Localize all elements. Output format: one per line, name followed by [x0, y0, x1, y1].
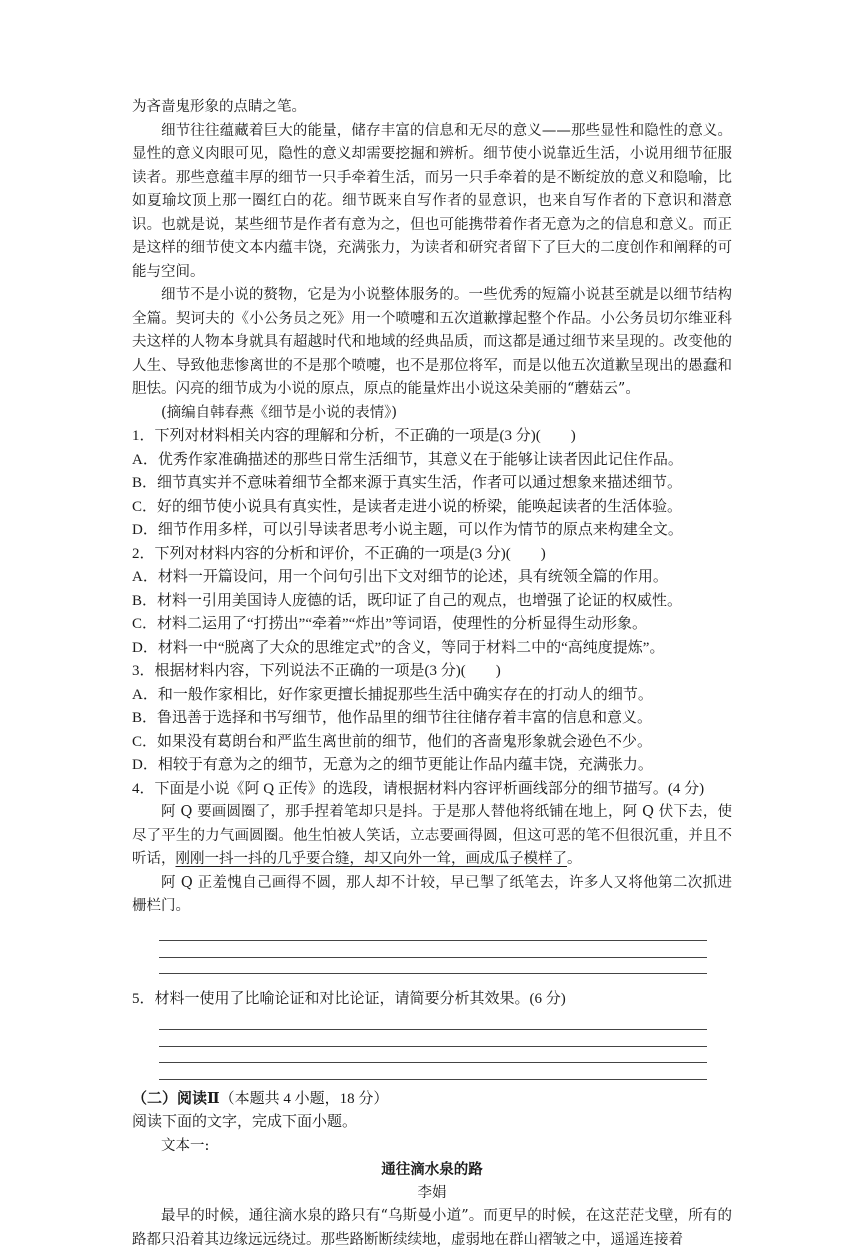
question-stem: 3．根据材料内容，下列说法不正确的一项是(3 分)( ): [132, 663, 501, 679]
question-5: [132, 988, 732, 1080]
option-a[interactable]: A．材料一开篇设问，用一个问句引出下文对细节的论述，具有统领全篇的作用。: [132, 569, 668, 585]
excerpt-text: 阿 Q 要画圆圈了，那手捏着笔却只是抖。于是那人替他将纸铺在地上，阿 Q 伏下去，使尽了平生的力气画圆圈。他生怕被人笑话，立志要画得圆，但这可恶的笔不但很沉重，并且不听话，: [132, 804, 732, 867]
excerpt-paragraph: 阿 Q 正羞愧自己画得不圆，那人却不计较，早已掣了纸笔去，许多人又将他第二次抓进栅栏门。: [132, 874, 732, 914]
question-4: [132, 778, 732, 975]
option-d[interactable]: D．细节作用多样，可以引导读者思考小说主题，可以作为情节的原点来构建全文。: [132, 522, 683, 538]
option-c[interactable]: C．好的细节使小说具有真实性，是读者走进小说的桥梁，能唤起读者的生活体验。: [132, 498, 683, 515]
text-label: 文本一:: [161, 1137, 210, 1154]
answer-line[interactable]: [159, 925, 707, 942]
question-stem: 1．下列对材料相关内容的理解和分析，不正确的一项是(3 分)( ): [132, 428, 576, 444]
question-3: [132, 660, 732, 778]
section-note: （本题共 4 小题，18 分）: [219, 1090, 389, 1107]
excerpt-end: 。: [567, 851, 582, 867]
excerpt-paragraph: [132, 801, 732, 872]
answer-line[interactable]: [159, 941, 707, 958]
document-page: [132, 96, 732, 1252]
article-title: 通往滴水泉的路: [381, 1161, 483, 1178]
answer-line[interactable]: [159, 1014, 707, 1031]
question-stem: 2．下列对材料内容的分析和评价，不正确的一项是(3 分)( ): [132, 545, 546, 562]
option-b[interactable]: B．细节真实并不意味着细节全都来源于真实生活，作者可以通过想象来描述细节。: [132, 475, 683, 491]
option-a[interactable]: A．和一般作家相比，好作家更擅长捕捉那些生活中确实存在的打动人的细节。: [132, 686, 653, 703]
question-2: [132, 543, 732, 661]
section-title: （二）阅读Ⅱ: [132, 1090, 220, 1107]
paragraph-tail: 为吝啬鬼形象的点睛之笔。: [132, 99, 306, 115]
option-b[interactable]: B．材料一引用美国诗人庞德的话，既印证了自己的观点，也增强了论证的权威性。: [132, 592, 683, 609]
answer-line[interactable]: [159, 1030, 707, 1047]
answer-line[interactable]: [159, 1047, 707, 1064]
article-body: 最早的时候，通往滴水泉的路只有“乌斯曼小道”。而更早的时候，在这茫茫戈壁，所有的路都只沿着其边缘远远绕过。那些路断断续续地，虚弱地在群山褶皱之中，遥遥连接着: [132, 1208, 732, 1248]
answer-lines[interactable]: [159, 1014, 707, 1080]
question-stem: 4．下面是小说《阿 Q 正传》的选段，请根据材料内容评析画线部分的细节描写。(4 分): [132, 780, 705, 797]
option-d[interactable]: D．材料一中“脱离了大众的思维定式”的含义，等同于材料二中的“高纯度提炼”。: [132, 639, 665, 656]
option-d[interactable]: D．相较于有意为之的细节，无意为之的细节更能让作品内蕴丰饶，充满张力。: [132, 757, 653, 773]
paragraph-detail-structure: 细节不是小说的赘物，它是为小说整体服务的。一些优秀的短篇小说甚至就是以细节结构全篇。契诃夫的《小公务员之死》用一个喷嚏和五次道歉撑起整个作品。小公务员切尔维亚科夫这样的人物本身就具有超越时代和地域的经典品质，而这都是通过细节来呈现的。改变他的人生、导致他悲惨离世的不是那个喷嚏，也不是那位将军，而是以他五次道歉呈现出的愚蠢和胆怯。闪亮的细节成为小说的原点，原点的能量炸出小说这朵美丽的“蘑菇云”。: [132, 287, 732, 397]
section-heading: [132, 1088, 732, 1112]
underlined-detail: 刚刚一抖一抖的几乎要合缝，却又向外一耸，画成瓜子模样了: [175, 851, 567, 867]
source-citation: (摘编自韩春燕《细节是小说的表情》): [161, 404, 398, 421]
option-a[interactable]: A．优秀作家准确描述的那些日常生活细节，其意义在于能够让读者因此记住作品。: [132, 451, 683, 468]
option-c[interactable]: C．如果没有葛朗台和严监生离世前的细节，他们的吝啬鬼形象就会逊色不少。: [132, 733, 653, 750]
question-stem: 5．材料一使用了比喻论证和对比论证，请简要分析其效果。(6 分): [132, 991, 566, 1007]
answer-lines[interactable]: [159, 925, 707, 975]
paragraph-detail-energy: 细节往往蕴藏着巨大的能量，储存丰富的信息和无尽的意义——那些显性和隐性的意义。显性的意义肉眼可见，隐性的意义却需要挖掘和辨析。细节使小说靠近生活，小说用细节征服读者。那些意蕴丰厚的细节一只手牵着生活，而另一只手牵着的是不断绽放的意义和隐喻，比如夏瑜坟顶上那一圈红白的花。细节既来自写作者的显意识，也来自写作者的下意识和潜意识。也就是说，某些细节是作者有意为之，但也可能携带着作者无意为之的信息和意义。而正是这样的细节使文本内蕴丰饶，充满张力，为读者和研究者留下了巨大的二度创作和阐释的可能与空间。: [132, 122, 732, 280]
option-c[interactable]: C．材料二运用了“打捞出”“牵着”“炸出”等词语，使理性的分析显得生动形象。: [132, 616, 647, 632]
question-1: [132, 425, 732, 543]
answer-line[interactable]: [159, 958, 707, 975]
reading-instruction: 阅读下面的文字，完成下面小题。: [132, 1114, 358, 1130]
answer-line[interactable]: [159, 1063, 707, 1080]
article-author: 李娟: [417, 1184, 447, 1201]
option-b[interactable]: B．鲁迅善于选择和书写细节，他作品里的细节往往储存着丰富的信息和意义。: [132, 710, 653, 726]
